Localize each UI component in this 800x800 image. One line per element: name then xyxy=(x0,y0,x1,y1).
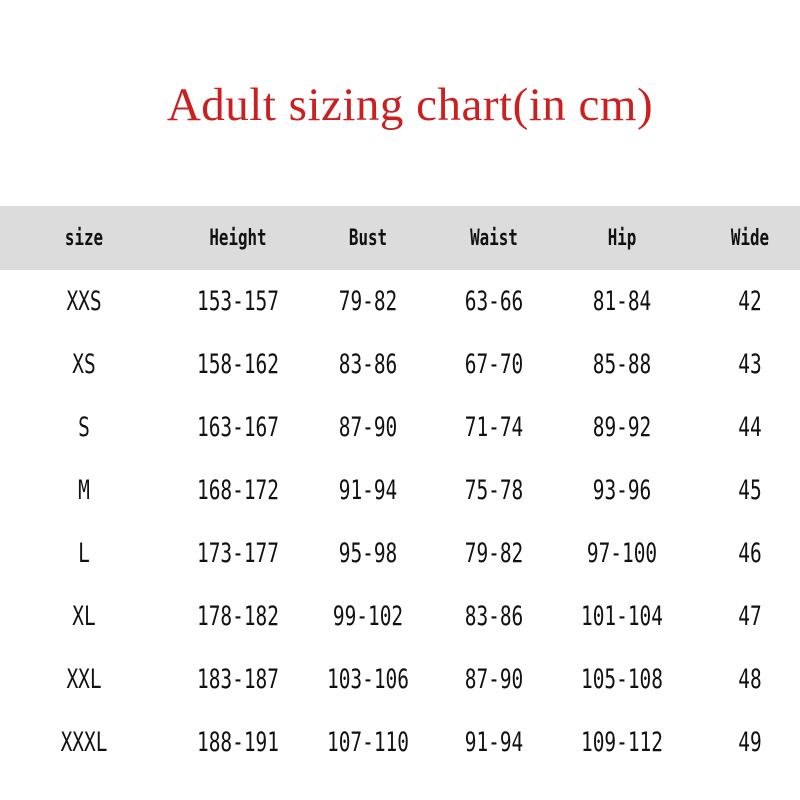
cell-hip: 89-92 xyxy=(592,412,652,443)
table-body xyxy=(0,270,800,774)
cell-wide: 47 xyxy=(738,601,762,632)
cell-waist: 67-70 xyxy=(464,349,524,380)
cell-waist: 63-66 xyxy=(464,286,524,317)
cell-wide: 43 xyxy=(738,349,762,380)
cell-wide: 42 xyxy=(738,286,762,317)
cell-height: 168-172 xyxy=(197,475,279,506)
cell-size: XXXL xyxy=(60,727,108,758)
header-waist: Waist xyxy=(470,225,518,251)
cell-bust: 107-110 xyxy=(327,727,409,758)
cell-size: M xyxy=(78,475,90,506)
cell-bust: 91-94 xyxy=(338,475,398,506)
table-row xyxy=(0,459,800,522)
header-size: size xyxy=(64,225,104,251)
cell-hip: 109-112 xyxy=(581,727,663,758)
cell-bust: 103-106 xyxy=(327,664,409,695)
cell-wide: 48 xyxy=(738,664,762,695)
header-height: Height xyxy=(209,225,267,251)
cell-bust: 83-86 xyxy=(338,349,398,380)
cell-waist: 79-82 xyxy=(464,538,524,569)
cell-waist: 83-86 xyxy=(464,601,524,632)
cell-height: 153-157 xyxy=(197,286,279,317)
header-hip: Hip xyxy=(607,225,637,251)
cell-size: XS xyxy=(72,349,96,380)
cell-size: XXS xyxy=(66,286,102,317)
cell-height: 158-162 xyxy=(197,349,279,380)
table-row xyxy=(0,396,800,459)
cell-hip: 105-108 xyxy=(581,664,663,695)
cell-wide: 46 xyxy=(738,538,762,569)
cell-height: 188-191 xyxy=(197,727,279,758)
cell-waist: 87-90 xyxy=(464,664,524,695)
cell-height: 183-187 xyxy=(197,664,279,695)
cell-hip: 85-88 xyxy=(592,349,652,380)
cell-wide: 44 xyxy=(738,412,762,443)
cell-hip: 81-84 xyxy=(592,286,652,317)
table-row xyxy=(0,522,800,585)
size-table xyxy=(0,206,800,774)
cell-height: 163-167 xyxy=(197,412,279,443)
table-row xyxy=(0,270,800,333)
cell-size: L xyxy=(78,538,90,569)
cell-bust: 79-82 xyxy=(338,286,398,317)
cell-hip: 97-100 xyxy=(586,538,658,569)
table-row xyxy=(0,711,800,774)
header-wide: Wide xyxy=(730,225,770,251)
cell-waist: 91-94 xyxy=(464,727,524,758)
table-row xyxy=(0,585,800,648)
cell-bust: 87-90 xyxy=(338,412,398,443)
cell-waist: 75-78 xyxy=(464,475,524,506)
cell-waist: 71-74 xyxy=(464,412,524,443)
cell-wide: 49 xyxy=(738,727,762,758)
cell-height: 178-182 xyxy=(197,601,279,632)
cell-wide: 45 xyxy=(738,475,762,506)
cell-size: XXL xyxy=(66,664,102,695)
cell-hip: 93-96 xyxy=(592,475,652,506)
cell-size: XL xyxy=(72,601,96,632)
cell-bust: 99-102 xyxy=(332,601,404,632)
cell-height: 173-177 xyxy=(197,538,279,569)
table-row xyxy=(0,333,800,396)
cell-hip: 101-104 xyxy=(581,601,663,632)
header-bust: Bust xyxy=(348,225,388,251)
cell-size: S xyxy=(78,412,90,443)
table-header-row xyxy=(0,206,800,270)
table-row xyxy=(0,648,800,711)
cell-bust: 95-98 xyxy=(338,538,398,569)
page-title: Adult sizing chart(in cm) xyxy=(166,79,654,131)
